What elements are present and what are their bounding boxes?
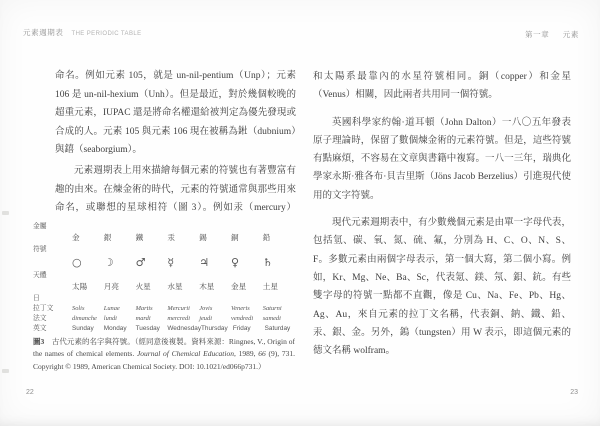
figure-table-row <box>33 243 297 253</box>
latin-row-label: 拉丁文 <box>33 305 54 312</box>
figure3-caption <box>33 336 295 373</box>
metal-row-label: 金屬 <box>33 223 47 230</box>
planet-symbol-icon: ♃ <box>199 256 210 269</box>
planet-symbol-icon: ☿ <box>167 256 175 269</box>
figure-table-row <box>33 220 297 230</box>
latin-day-name: Saturni <box>262 305 282 312</box>
section-label: 元素 <box>562 30 579 39</box>
left-page-text <box>55 67 296 218</box>
caption-segment: 古代元素的名字與符號。（經同意後複製。資料來源：Ringnes, V., Origin of the names of chemical elements. <box>33 337 295 359</box>
running-head-right <box>525 24 579 42</box>
english-day-name: Monday <box>103 325 127 332</box>
latin-day-name: Jovis <box>199 305 213 312</box>
caption-segment: , 1989, <box>233 349 259 359</box>
symbol-row-label: 符號 <box>33 246 47 253</box>
celestial-name: 火星 <box>135 282 151 291</box>
celestial-name: 金星 <box>230 282 247 291</box>
body-paragraph: 英國科學家約翰·道耳頓（John Dalton）一八〇五年發表原子理論時，保留了數個煉金術的元素符號。但是，這些符號有點麻煩，不容易在文章與書籍中複寫。一八一三年，瑞典化學家永斯·雅各布·貝吉里斯（Jöns Jacob Berzelius）引進現代使用的文字符號。 <box>313 117 571 201</box>
figure3-table <box>33 220 297 332</box>
celestial-name: 水星 <box>167 282 183 291</box>
body-paragraph: 元素週期表上用來描繪每個元素的符號也有著豐富有趣的由來。在煉金術的時代，元素的符號通常與那些用來命名，或聯想的星球相符（圖 3）。例如汞（mercury） <box>55 165 296 214</box>
english-day-name: Sunday <box>72 325 94 332</box>
body-paragraph: 和太陽系最靠內的水星符號相同。銅（copper）和金星（Venus）相關，因此兩者共用同一個符號。 <box>313 72 571 101</box>
book-title: 元素週期表 <box>23 28 64 37</box>
french-day-name: vendredi <box>230 315 254 322</box>
metal-name: 錫 <box>199 233 207 242</box>
planet-symbol-icon: ○ <box>72 256 82 269</box>
right-page-text <box>313 68 571 360</box>
chapter-label: 第一章 <box>525 30 550 39</box>
body-paragraph: 現代元素週期表中，有少數幾個元素是由單一字母代表，包括氫、碳、氧、氮、硫、氟，分別為 H、C、O、N、S、F。多數元素由兩個字母表示，第一個大寫，第二個小寫。例如，Kr、Mg、Ne、Ba、Sc，代表氪、鎂、氖、鋇、鈧。有些雙字母的符號一點都不直觀，像是 Cu、Na、Fe、Pb、Hg、Ag、Au，來自元素的拉丁文名稱，代表銅、鈉、鐵、鉛、汞、銀、金。另外，鎢（tungsten）用 W 表示，即這個元素的德文名稱 wolfram。 <box>313 218 571 357</box>
french-day-name: jeudi <box>199 315 212 322</box>
figure-table-row <box>33 322 297 332</box>
figure-table-row <box>33 279 297 292</box>
running-head-left <box>23 22 142 40</box>
french-day-name: mercredi <box>167 315 190 322</box>
figure-table-row <box>33 292 297 302</box>
french-day-name: mardi <box>135 315 151 322</box>
planet-symbol-icon: ♂ <box>135 256 146 269</box>
caption-segment: 66 <box>258 349 266 359</box>
planet-symbol-icon: ☽ <box>103 256 114 269</box>
figure-table-row <box>33 302 297 312</box>
caption-segment: (9), 731. Copyright © 1989, American Chemical Society. DOI: 10.1021/ed066p731.） <box>33 349 295 371</box>
celestial-name: 木星 <box>199 282 215 291</box>
book-title-english: THE PERIODIC TABLE <box>71 31 142 37</box>
figure-table-row <box>33 312 297 322</box>
latin-day-name: Lunae <box>103 305 120 312</box>
french-day-name: dimanche <box>72 315 97 322</box>
english-day-name: Friday <box>232 325 251 332</box>
celestial-name: 太陽 <box>72 282 88 291</box>
celestial-row-label: 天體 <box>33 272 47 279</box>
latin-day-name: Solis <box>72 305 85 312</box>
figure-table-row <box>33 253 297 269</box>
french-row-label: 法文 <box>33 315 47 322</box>
caption-segment: Journal of Chemical Education <box>136 349 234 359</box>
planet-symbol-icon: ♀ <box>230 256 240 269</box>
metal-name: 金 <box>72 233 80 242</box>
english-day-name: Saturday <box>264 325 291 332</box>
body-paragraph: 命名。例如元素 105，就是 un-nil-pentium（Unp）；元素 106 是 un-nil-hexium（Unh）。但是最近，對於幾個較晚的超重元素，IUPAC 還是將命名權還給被判定為優先發現或合成的人。元素 105 與元素 106 現在被稱為𨧀（dubnium）與𨭎（seaborgium）。 <box>55 71 296 156</box>
figure-table-row <box>33 269 297 279</box>
metal-name: 鐵 <box>135 233 144 242</box>
latin-day-name: Veneris <box>230 305 250 312</box>
metal-name: 鉛 <box>262 233 271 242</box>
right-page-number: 23 <box>570 389 578 396</box>
figure-table-row <box>33 230 297 243</box>
metal-name: 銅 <box>230 233 239 242</box>
french-day-name: samedi <box>262 315 281 322</box>
english-day-name: Thursday <box>201 325 228 332</box>
english-row-label: 英文 <box>33 325 47 332</box>
celestial-name: 土星 <box>262 282 278 291</box>
day-row-label: 日 <box>33 295 40 302</box>
caption-segment: 圖3 <box>33 337 52 346</box>
photo-edge-artifact <box>2 369 9 373</box>
english-day-name: Tuesday <box>135 325 160 332</box>
metal-name: 銀 <box>103 233 112 242</box>
latin-day-name: Mercurii <box>167 305 190 312</box>
planet-symbol-icon: ♄ <box>262 256 273 269</box>
metal-name: 汞 <box>167 233 175 242</box>
left-page-number: 22 <box>26 389 34 396</box>
photo-edge-artifact <box>2 211 9 215</box>
french-day-name: lundi <box>103 315 117 322</box>
latin-day-name: Martis <box>135 305 153 312</box>
english-day-name: Wednesday <box>167 325 202 332</box>
celestial-name: 月亮 <box>103 282 119 291</box>
